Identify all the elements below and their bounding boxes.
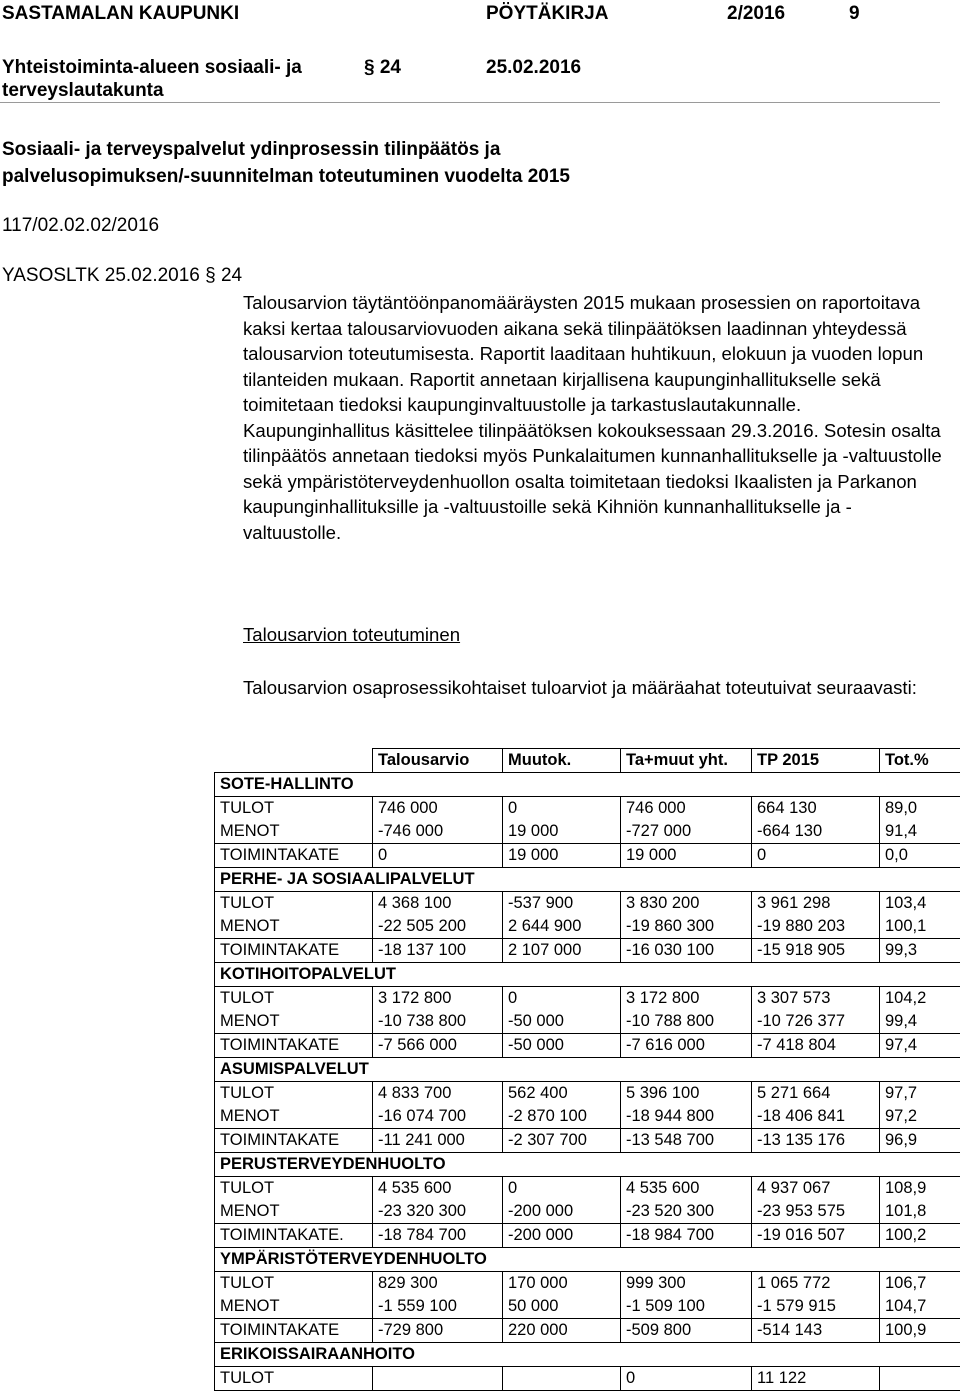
value-cell: 97,4 [880, 1034, 960, 1058]
value-cell [752, 1082, 880, 1129]
row-label-menot: MENOT [220, 1295, 372, 1318]
value-cell-tulot: 104,2 [885, 987, 960, 1010]
section-name: YMPÄRISTÖTERVEYDENHUOLTO [215, 1248, 960, 1272]
row-label-tulot: TULOT [220, 892, 372, 915]
value-cell: -514 143 [752, 1319, 880, 1343]
value-cell-tulot: 3 961 298 [757, 892, 879, 915]
value-cell [621, 1367, 752, 1391]
section-name: PERHE- JA SOSIAALIPALVELUT [215, 868, 960, 892]
value-cell: -729 800 [373, 1319, 503, 1343]
value-cell-menot: -1 559 100 [378, 1295, 502, 1318]
table-header-corner [215, 749, 373, 773]
row-label [215, 1082, 373, 1129]
value-cell: -18 137 100 [373, 939, 503, 963]
column-header: TP 2015 [752, 749, 880, 773]
value-cell [621, 797, 752, 844]
value-cell: 99,3 [880, 939, 960, 963]
value-cell [880, 797, 960, 844]
tulot-menot-row [215, 987, 960, 1034]
value-cell-menot: -23 953 575 [757, 1200, 879, 1223]
value-cell: 0 [752, 844, 880, 868]
value-cell [373, 1177, 503, 1224]
value-cell [503, 1177, 621, 1224]
value-cell-tulot: 5 271 664 [757, 1082, 879, 1105]
section-name: SOTE-HALLINTO [215, 773, 960, 797]
section-name: KOTIHOITOPALVELUT [215, 963, 960, 987]
value-cell [621, 892, 752, 939]
value-cell: -18 784 700 [373, 1224, 503, 1248]
value-cell [503, 987, 621, 1034]
value-cell [752, 1272, 880, 1319]
value-cell-menot: -664 130 [757, 820, 879, 843]
row-label: TOIMINTAKATE [215, 939, 373, 963]
value-cell-menot: 19 000 [508, 820, 620, 843]
row-label: TOIMINTAKATE [215, 1034, 373, 1058]
row-label [215, 987, 373, 1034]
value-cell: -16 030 100 [621, 939, 752, 963]
value-cell-menot: 104,7 [885, 1295, 960, 1318]
value-cell: 2 107 000 [503, 939, 621, 963]
value-cell: 19 000 [503, 844, 621, 868]
value-cell [752, 797, 880, 844]
reference-number: 117/02.02.02/2016 [2, 214, 159, 237]
value-cell-menot: 99,4 [885, 1010, 960, 1033]
row-label [215, 892, 373, 939]
value-cell-tulot: 0 [508, 1177, 620, 1200]
value-cell: -15 918 905 [752, 939, 880, 963]
value-cell-tulot: 97,7 [885, 1082, 960, 1105]
value-cell [503, 1272, 621, 1319]
value-cell-tulot: 4 368 100 [378, 892, 502, 915]
page-title-line2: palvelusopimuksen/-suunnitelman toteutuminen vuodelta 2015 [2, 163, 570, 190]
value-cell: 0 [373, 844, 503, 868]
value-cell [621, 1177, 752, 1224]
value-cell: 19 000 [621, 844, 752, 868]
subheading: Talousarvion toteutuminen [243, 623, 460, 646]
value-cell-menot: -1 579 915 [757, 1295, 879, 1318]
value-cell: 96,9 [880, 1129, 960, 1153]
toimintakate-row [215, 1034, 960, 1058]
value-cell [503, 1082, 621, 1129]
value-cell: -509 800 [621, 1319, 752, 1343]
value-cell-tulot: 829 300 [378, 1272, 502, 1295]
value-cell-menot: -18 944 800 [626, 1105, 751, 1128]
tulot-menot-row [215, 797, 960, 844]
value-cell [880, 1272, 960, 1319]
value-cell-tulot: 746 000 [626, 797, 751, 820]
toimintakate-row [215, 939, 960, 963]
value-cell-menot: 101,8 [885, 1200, 960, 1223]
committee-name-line1: Yhteistoiminta-alueen sosiaali- ja [2, 56, 302, 79]
value-cell: 100,9 [880, 1319, 960, 1343]
section-name: ASUMISPALVELUT [215, 1058, 960, 1082]
value-cell-tulot: -537 900 [508, 892, 620, 915]
value-cell-menot: -10 738 800 [378, 1010, 502, 1033]
value-cell [880, 1367, 960, 1391]
row-label: TOIMINTAKATE [215, 844, 373, 868]
value-cell-menot: -10 726 377 [757, 1010, 879, 1033]
section-row [215, 963, 960, 987]
value-cell: 100,2 [880, 1224, 960, 1248]
row-label-tulot: TULOT [220, 987, 372, 1010]
document-number: 2/2016 [727, 2, 785, 25]
row-label [215, 1272, 373, 1319]
tulot-menot-row [215, 1082, 960, 1129]
section-row [215, 1248, 960, 1272]
value-cell: -7 418 804 [752, 1034, 880, 1058]
column-header: Tot.% [880, 749, 960, 773]
value-cell: -50 000 [503, 1034, 621, 1058]
section-row [215, 1343, 960, 1367]
value-cell-menot: -22 505 200 [378, 915, 502, 938]
value-cell-menot: -727 000 [626, 820, 751, 843]
value-cell-tulot: 4 833 700 [378, 1082, 502, 1105]
value-cell-menot: 50 000 [508, 1295, 620, 1318]
header-divider [0, 102, 940, 103]
section-row [215, 1153, 960, 1177]
value-cell [503, 797, 621, 844]
value-cell [880, 1082, 960, 1129]
row-label [215, 797, 373, 844]
value-cell [880, 892, 960, 939]
value-cell-tulot: 3 172 800 [626, 987, 751, 1010]
intro-text: Talousarvion osaprosessikohtaiset tuloarviot ja määräahat toteutuivat seuraavasti: [243, 675, 943, 700]
value-cell-tulot: 108,9 [885, 1177, 960, 1200]
value-cell-tulot: 106,7 [885, 1272, 960, 1295]
value-cell-tulot: 5 396 100 [626, 1082, 751, 1105]
document-type: PÖYTÄKIRJA [486, 2, 608, 25]
value-cell [373, 797, 503, 844]
value-cell [373, 1272, 503, 1319]
column-header: Ta+muut yht. [621, 749, 752, 773]
page-title-line1: Sosiaali- ja terveyspalvelut ydinprosessin tilinpäätös ja [2, 136, 570, 163]
toimintakate-row [215, 1319, 960, 1343]
row-label-tulot: TULOT [220, 1082, 372, 1105]
value-cell [752, 987, 880, 1034]
value-cell-tulot: 3 830 200 [626, 892, 751, 915]
value-cell: -18 984 700 [621, 1224, 752, 1248]
section-name: ERIKOISSAIRAANHOITO [215, 1343, 960, 1367]
value-cell-menot: 2 644 900 [508, 915, 620, 938]
value-cell-menot: -10 788 800 [626, 1010, 751, 1033]
value-cell-menot: -23 520 300 [626, 1200, 751, 1223]
value-cell: -13 548 700 [621, 1129, 752, 1153]
section-row [215, 1058, 960, 1082]
value-cell [373, 987, 503, 1034]
value-cell-tulot: 89,0 [885, 797, 960, 820]
value-cell [752, 1367, 880, 1391]
value-cell-menot: -18 406 841 [757, 1105, 879, 1128]
body-paragraph: Talousarvion täytäntöönpanomääräysten 2015 mukaan prosessien on raportoitava kaksi kertaa talousarviovuoden aikana sekä tilinpäätöksen laadinnan yhteydessä talousarvion toteutumisesta. Raportit laaditaan huhtikuun, elokuun ja vuoden lopun tilanteiden mukaan. Raportit annetaan kirjallisena kaupunginhallitukselle sekä toimitetaan tiedoksi kaupunginvaltuustolle ja tarkastuslautakunnalle. Kaupunginhallitus käsittelee tilinpäätöksen kokouksessaan 29.3.2016. Sotesin osalta tilinpäätös annetaan tiedoksi myös Punkalaitumen kunnanhallitukselle ja -valtuustolle sekä ympäristöterveydenhuollon osalta toimitetaan tiedoksi Ikaalisten ja Parkanon kaupunginhallituksille ja -valtuustoille sekä Kihniön kunnanhallitukselle ja -valtuustolle. [243, 290, 943, 545]
value-cell-tulot: 4 535 600 [378, 1177, 502, 1200]
row-label-menot: MENOT [220, 1200, 372, 1223]
value-cell [621, 1082, 752, 1129]
row-label-menot: MENOT [220, 1105, 372, 1128]
value-cell [503, 892, 621, 939]
value-cell: 0,0 [880, 844, 960, 868]
meeting-date: 25.02.2016 [486, 56, 581, 79]
value-cell-menot: -19 860 300 [626, 915, 751, 938]
value-cell [373, 1082, 503, 1129]
value-cell-menot: 91,4 [885, 820, 960, 843]
value-cell: -19 016 507 [752, 1224, 880, 1248]
value-cell-tulot: 3 172 800 [378, 987, 502, 1010]
value-cell-menot: -50 000 [508, 1010, 620, 1033]
value-cell: -2 307 700 [503, 1129, 621, 1153]
row-label-tulot: TULOT [220, 1367, 372, 1390]
row-label [215, 1367, 373, 1391]
row-label-tulot: TULOT [220, 1177, 372, 1200]
meeting-reference: YASOSLTK 25.02.2016 § 24 [2, 264, 242, 287]
section-name: PERUSTERVEYDENHUOLTO [215, 1153, 960, 1177]
value-cell [752, 1177, 880, 1224]
organization-name: SASTAMALAN KAUPUNKI [2, 2, 239, 25]
value-cell-menot: -19 880 203 [757, 915, 879, 938]
value-cell-tulot: 0 [508, 797, 620, 820]
row-label: TOIMINTAKATE. [215, 1224, 373, 1248]
row-label-menot: MENOT [220, 1010, 372, 1033]
value-cell: 220 000 [503, 1319, 621, 1343]
value-cell [880, 987, 960, 1034]
section-row [215, 868, 960, 892]
table-header-row [215, 749, 960, 773]
value-cell: -7 566 000 [373, 1034, 503, 1058]
budget-table [214, 748, 960, 1391]
value-cell [621, 1272, 752, 1319]
row-label-tulot: TULOT [220, 797, 372, 820]
value-cell-menot: -16 074 700 [378, 1105, 502, 1128]
tulot-menot-row [215, 1177, 960, 1224]
value-cell-menot: 97,2 [885, 1105, 960, 1128]
value-cell-tulot: 0 [508, 987, 620, 1010]
value-cell-tulot: 0 [626, 1367, 751, 1390]
page-title [2, 136, 570, 190]
value-cell-menot: -23 320 300 [378, 1200, 502, 1223]
value-cell [373, 1367, 503, 1391]
tulot-menot-row [215, 1272, 960, 1319]
value-cell-menot: -1 509 100 [626, 1295, 751, 1318]
value-cell-tulot: 562 400 [508, 1082, 620, 1105]
value-cell [752, 892, 880, 939]
value-cell: -13 135 176 [752, 1129, 880, 1153]
value-cell [880, 1177, 960, 1224]
value-cell-menot: -2 870 100 [508, 1105, 620, 1128]
value-cell-tulot: 664 130 [757, 797, 879, 820]
value-cell [621, 987, 752, 1034]
value-cell-tulot: 999 300 [626, 1272, 751, 1295]
value-cell-tulot: 4 535 600 [626, 1177, 751, 1200]
value-cell-tulot: 103,4 [885, 892, 960, 915]
value-cell-tulot: 11 122 [757, 1367, 879, 1390]
value-cell-menot: 100,1 [885, 915, 960, 938]
committee-name-line2: terveyslautakunta [2, 79, 164, 102]
page-number: 9 [849, 2, 860, 25]
row-label-menot: MENOT [220, 915, 372, 938]
value-cell-tulot: 3 307 573 [757, 987, 879, 1010]
tulot-menot-row [215, 892, 960, 939]
row-label-menot: MENOT [220, 820, 372, 843]
value-cell-menot: -200 000 [508, 1200, 620, 1223]
value-cell [503, 1367, 621, 1391]
row-label [215, 1177, 373, 1224]
row-label-tulot: TULOT [220, 1272, 372, 1295]
value-cell-tulot: 170 000 [508, 1272, 620, 1295]
value-cell [373, 892, 503, 939]
value-cell: -200 000 [503, 1224, 621, 1248]
row-label: TOIMINTAKATE [215, 1319, 373, 1343]
value-cell-tulot: 746 000 [378, 797, 502, 820]
toimintakate-row [215, 844, 960, 868]
value-cell-menot: -746 000 [378, 820, 502, 843]
value-cell-tulot: 1 065 772 [757, 1272, 879, 1295]
tulot-menot-row [215, 1367, 960, 1391]
value-cell: -11 241 000 [373, 1129, 503, 1153]
toimintakate-row [215, 1224, 960, 1248]
value-cell: -7 616 000 [621, 1034, 752, 1058]
column-header: Talousarvio [373, 749, 503, 773]
section-number: § 24 [364, 56, 401, 79]
column-header: Muutok. [503, 749, 621, 773]
section-row [215, 773, 960, 797]
toimintakate-row [215, 1129, 960, 1153]
row-label: TOIMINTAKATE [215, 1129, 373, 1153]
value-cell-tulot: 4 937 067 [757, 1177, 879, 1200]
